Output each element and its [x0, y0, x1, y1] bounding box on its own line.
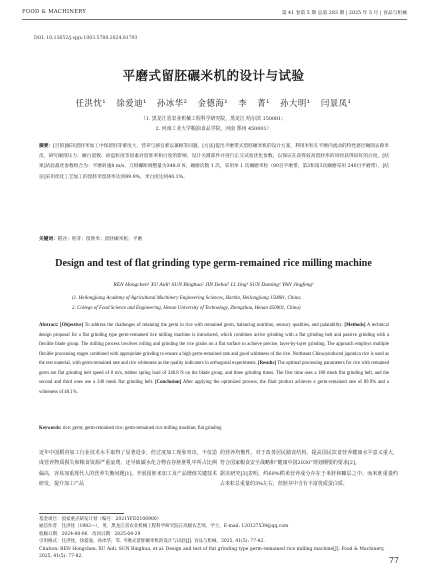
footnote-author: 通信作者：任洪忱（1982—），男，黑龙江省农业机械工程科学研究院正高级农艺师，学士。E-mail: 120127539@qq.com	[39, 524, 289, 530]
keywords-english-text: rice; germ; germ-remained rice; germ-remained rice milling machine; flat grinding	[62, 426, 222, 431]
footnote-citation-zh: 引用格式：任洪忱，徐爱迪，孙冰华，等. 平磨式留胚碾米机的设计与试验[J]. 食品与机械，2025, 41(5): 77-82.	[39, 539, 265, 545]
abstract-chinese-label: 摘要：	[39, 144, 54, 149]
journal-name: FOOD & MACHINERY	[22, 9, 87, 15]
keywords-chinese-text: 稻谷；胚芽；留胚米；留胚碾米机；平磨	[57, 237, 143, 242]
conclusion-label: [Conclusion]	[155, 380, 182, 385]
running-header	[22, 8, 407, 20]
authors-chinese: 任洪忱¹ 徐爱迪¹ 孙冰华² 金德海¹ 李 菁¹ 孙大明¹ 闫景凤¹	[75, 98, 352, 108]
title-chinese: 平磨式留胚碾米机的设计与试验	[122, 68, 305, 83]
abstract-english-label: Abstract:	[39, 323, 59, 328]
authors-english: REN Hongchen¹ XU Aidi¹ SUN Binghua² JIN Dehai¹ LI Jing¹ SUN Daming¹ YAN Jingfeng¹	[113, 282, 314, 288]
keywords-english-label: Keywords:	[39, 426, 62, 431]
issue-info: 第 41 卷第 5 期 总第 283 期 | 2025 年 5 月 | 食品与机械	[281, 11, 407, 16]
footnote-dates: 收稿日期：2024-08-06 改回日期：2025-04-29	[39, 531, 141, 537]
objective-label: [Objective]	[60, 323, 84, 328]
doi: DOI: 10.13652/j.spjx.1003.5788.2024.81793	[34, 36, 138, 41]
body-column-right: 的营养均衡性，对于改善居民膳食结构、提高国民饮食营养健康水平意义重大，符合国家粮食安全战略和“健康中国2030”规划纲要的要求[2]。 据美研究[3]表明，约60%稻米营养成分存在于米胚和糠层之中，而米胚重量约占米粒总重量的3%左右，但胚芽中含有丰富优质蛋白质、	[220, 450, 398, 487]
abstract-chinese-text: [目的]解决留胚米加工中保留胚芽难度大、营养与感官难以兼顾等问题。[方法]提出平磨带式留胚碾米机的设计方案，利用米粒在平磨内流动的特性逐层碾削去除米皮，研究碾削压力、碾白道数、砂盘粒度等因素对留胚率和白度的影响，设计关键部件并进行正交试验优化参数，以保证在获得较高留胚率的同时获得较好的白度。[结果]试验最优参数组合为：平磨转速8 m/s，刀组螺距调整量为348.8 N，碾磨次数 1 次，采用单 1 次碾磨米粒（80目平磨带，第2和第3次碾磨采用 240目平磨带）。[结论]采用优化工艺加工的留胚米留胚率达到89.9%，米白度达到40.1%。	[39, 144, 389, 180]
objective-text: To address the challenges of retaining the germ in rice with remained germ, balancing nutrition, sensory qualities, and palatability.	[84, 323, 343, 328]
body-column-left: 近年中国稻谷加工行业技术水平取得了显著进步，但过度加工现象突出，不仅造成营养物质损失和粮食资源严重浪费，还导致碳水化合物在谷胚胚乳中所占比例偏高，容易加重现代人的营养失衡问题[1]。开展留胚米加工及产品增值关键技术研发，提升加工产品	[39, 450, 217, 487]
abstract-chinese	[39, 142, 389, 183]
title-english: Design and test of flat grinding type germ-remained rice milling machine	[55, 258, 372, 269]
footnote-funding: 基金项目：国家重点研发计划（编号：2021YFD2100900）	[39, 517, 162, 522]
methods-text: A technical design proposal for a flat grinding type germ-remained rice milling machine is introduced, which combines active grinding with a flat grinding belt and passive grinding with a flexible blade group. The milling process involves rolling and grinding the rice grains on a flat surface to achieve precise, layer-by-layer grinding. The approach employs multiple flexible processing stages combined with appropriate grinding to ensure a high germ-remained rate and good whiteness of the rice. Northeast China-produced japonica rice is used as the test material, with germ-remained rate and rice whiteness as the quality indicators in orthogonal experiments.	[39, 323, 390, 366]
abstract-english	[39, 321, 389, 397]
affiliation-english-2: 2. College of Food Science and Engineering, Henan University of Technology, Zhengzhou, Henan 450001, China)	[72, 306, 301, 311]
affiliation-chinese-1: （1. 黑龙江省农业机械工程科学研究院，黑龙江 哈尔滨 150081；	[140, 116, 287, 122]
page-number: 77	[388, 556, 399, 565]
footnotes	[39, 516, 394, 560]
affiliation-chinese-2: 2. 河南工业大学粮油食品学院，河南 郑州 450001）	[155, 126, 272, 132]
results-text: The optimal processing parameters for rice with remained germ are flat grinding belt speed of 8 m/s, rubber spring load of 348.8 N on the blade group, and three grinding times. The first time uses a 180 mesh flat grinding belt, and the second and third ones use a 240 mesh flat grinding belt.	[39, 361, 389, 385]
keywords-chinese	[39, 236, 389, 242]
methods-label: [Methods]	[344, 323, 366, 328]
results-label: [Results]	[257, 361, 277, 366]
affiliation-english-1: (1. Heilongjiang Academy of Agricultural Machinery Engineering Sciences, Harbin, Heilongjiang 150081, China;	[72, 296, 302, 301]
conclusion-text: After applying the optimized process, the final product achieves a germ-remained rate of 89.9% and a whiteness of 40.1%.	[39, 380, 389, 395]
footnote-citation-en: Citation: REN Hongchen, XU Aidi, SUN Binghua, et al. Design and test of flat grinding type germ-remained rice milling machine[J]. Food & Machinery, 2025, 41(5): 77-82.	[39, 546, 385, 560]
footnote-divider	[39, 513, 124, 514]
keywords-chinese-label: 关键词：	[39, 237, 58, 242]
keywords-english	[39, 426, 389, 431]
